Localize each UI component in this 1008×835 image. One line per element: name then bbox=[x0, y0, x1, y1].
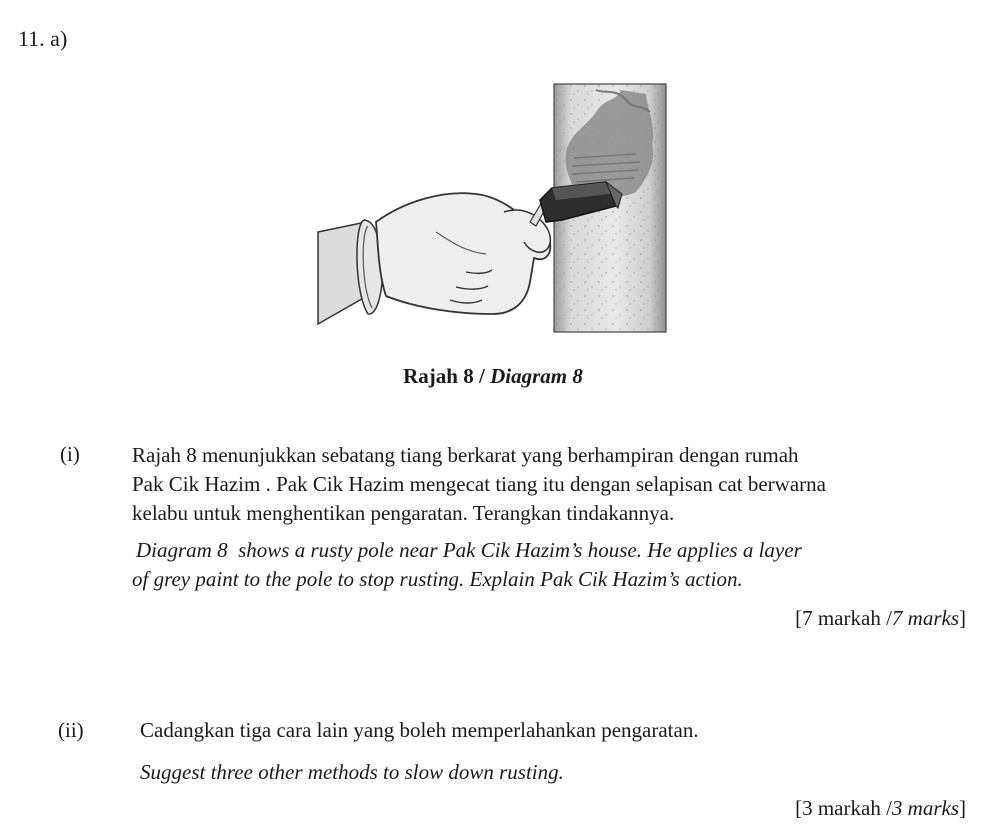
caption-separator: / bbox=[473, 364, 491, 388]
part-i-malay-text bbox=[132, 441, 982, 528]
diagram-8-illustration bbox=[316, 82, 668, 334]
marks-close: ] bbox=[959, 606, 966, 630]
part-i-malay-line: Rajah 8 menunjukkan sebatang tiang berkarat yang berhampiran dengan rumah bbox=[132, 443, 799, 467]
arm bbox=[318, 220, 382, 324]
question-number: 11. a) bbox=[18, 26, 68, 51]
marks-malay: [3 markah / bbox=[795, 796, 892, 820]
figure-caption bbox=[0, 364, 986, 389]
part-ii-malay-text: Cadangkan tiga cara lain yang boleh memperlahankan pengaratan. bbox=[140, 718, 699, 742]
part-ii-marks bbox=[795, 796, 966, 821]
part-ii-label: (ii) bbox=[58, 718, 84, 742]
marks-malay: [7 markah / bbox=[795, 606, 892, 630]
part-i-malay-line: Pak Cik Hazim . Pak Cik Hazim mengecat tiang itu dengan selapisan cat berwarna bbox=[132, 472, 826, 496]
part-i-english-line: Diagram 8 shows a rusty pole near Pak Cik Hazim’s house. He applies a layer bbox=[136, 538, 802, 562]
marks-close: ] bbox=[959, 796, 966, 820]
gloved-hand bbox=[376, 193, 550, 314]
marks-english: 7 marks bbox=[891, 606, 959, 630]
marks-english: 3 marks bbox=[891, 796, 959, 820]
caption-malay: Rajah 8 bbox=[403, 364, 474, 388]
part-i-label: (i) bbox=[60, 442, 80, 466]
caption-english: Diagram 8 bbox=[490, 364, 583, 388]
part-i-english-line: of grey paint to the pole to stop rusting. Explain Pak Cik Hazim’s action. bbox=[132, 567, 743, 591]
part-i-malay-line: kelabu untuk menghentikan pengaratan. Terangkan tindakannya. bbox=[132, 501, 675, 525]
part-ii-english-text: Suggest three other methods to slow down rusting. bbox=[140, 760, 564, 784]
part-i-marks bbox=[795, 606, 966, 631]
